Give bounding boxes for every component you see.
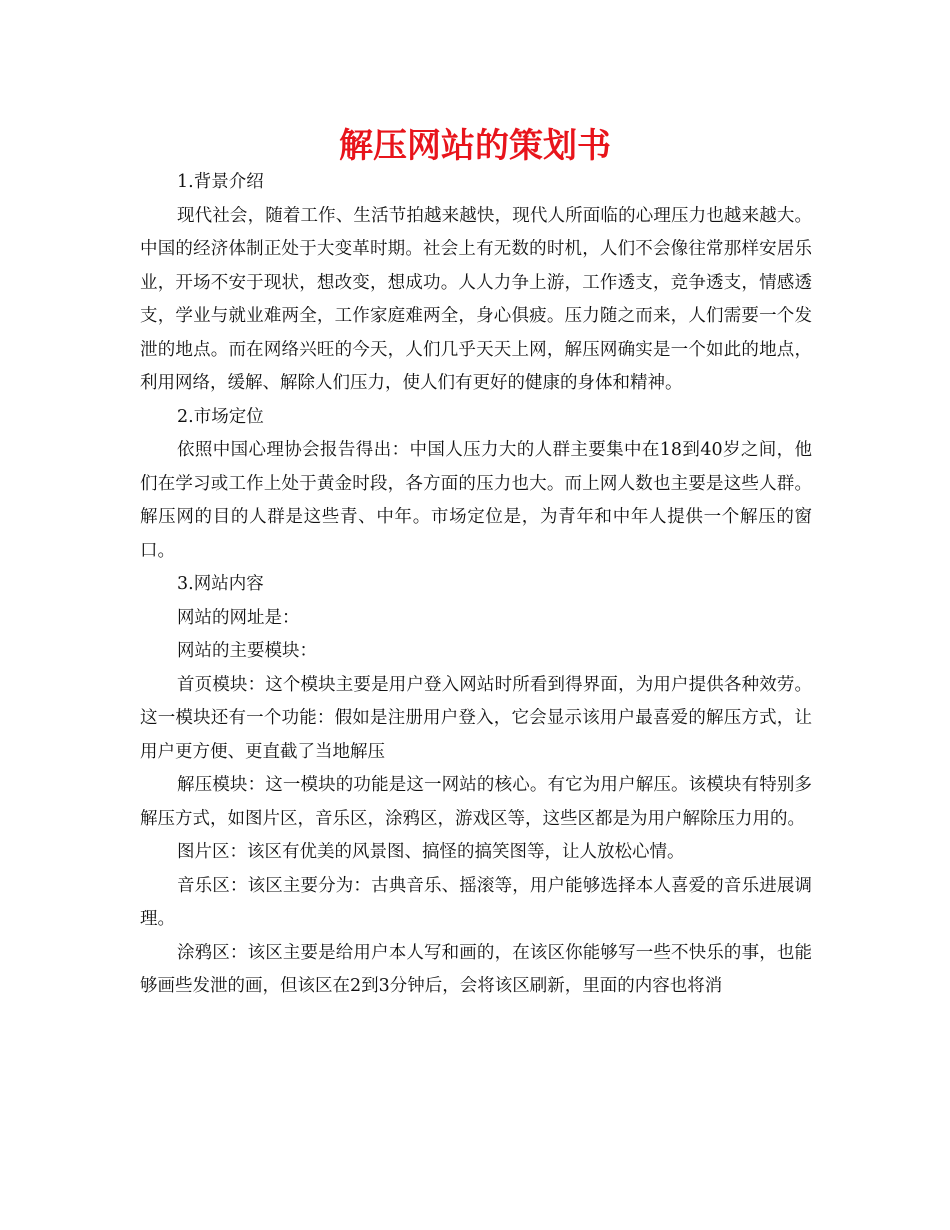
paragraph-site-url: 网站的网址是： [177,607,300,628]
paragraph-picture-zone: 图片区：该区有优美的风景图、搞怪的搞笑图等，让人放松心情。 [177,842,685,862]
section-heading-background: 1.背景介绍 [177,172,264,192]
paragraph-music-zone: 音乐区：该区主要分为：古典音乐、摇滚等，用户能够选择本人喜爱的音乐进展调理。 [140,875,812,929]
paragraph-main-modules: 网站的主要模块： [177,641,317,661]
document-body [140,166,812,1004]
paragraph-market: 依照中国心理协会报告得出：中国人压力大的人群主要集中在18到40岁之间，他们在学习或工作上处于黄金时段，各方面的压力也大。而上网人数也主要是这些人群。解压网的目的人群是这些青、中年。市场定位是，为青年和中年人提供一个解压的窗口。 [140,440,812,561]
section-heading-market: 2.市场定位 [177,406,264,427]
paragraph-relief-module: 解压模块：这一模块的功能是这一网站的核心。有它为用户解压。该模块有特别多解压方式，如图片区，音乐区，涂鸦区，游戏区等，这些区都是为用户解除压力用的。 [140,775,812,829]
section-heading-content: 3.网站内容 [177,574,264,594]
paragraph-home-module: 首页模块：这个模块主要是用户登入网站时所看到得界面，为用户提供各种效劳。这一模块还有一个功能：假如是注册用户登入，它会显示该用户最喜爱的解压方式，让用户更方便、更直截了当地解压 [140,674,812,762]
paragraph-doodle-zone: 涂鸦区：该区主要是给用户本人写和画的，在该区你能够写一些不快乐的事，也能够画些发泄的画，但该区在2到3分钟后，会将该区刷新，里面的内容也将消 [140,942,812,996]
document-title: 解压网站的策划书 [339,126,611,166]
paragraph-background: 现代社会，随着工作、生活节拍越来越快，现代人所面临的心理压力也越来越大。中国的经济体制正处于大变革时期。社会上有无数的时机，人们不会像往常那样安居乐业，开场不安于现状，想改变，想成功。人人力争上游，工作透支，竞争透支，情感透支，学业与就业难两全，工作家庭难两全，身心俱疲。压力随之而来，人们需要一个发泄的地点。而在网络兴旺的今天，人们几乎天天上网，解压网确实是一个如此的地点，利用网络，缓解、解除人们压力，使人们有更好的健康的身体和精神。 [140,205,812,393]
